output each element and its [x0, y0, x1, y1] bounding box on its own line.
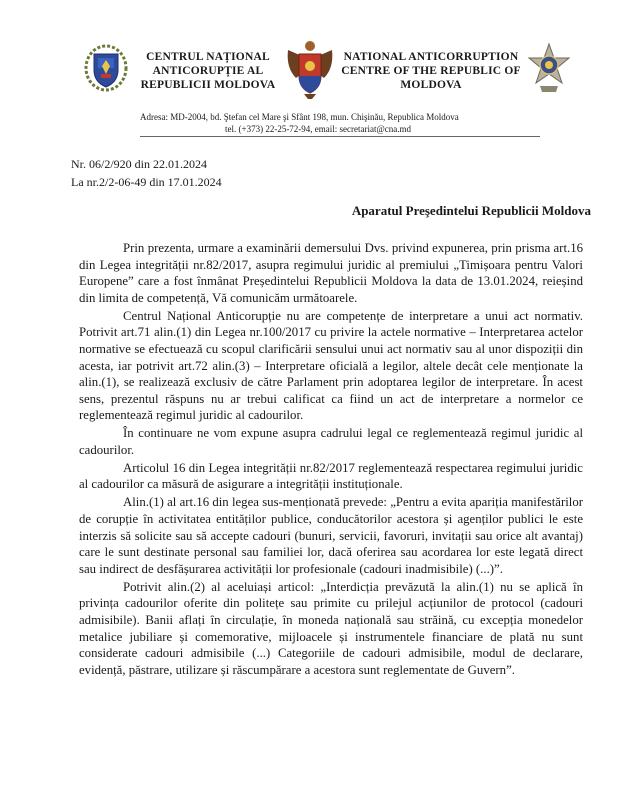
cna-emblem-icon	[84, 44, 128, 92]
org-name-english	[336, 50, 526, 92]
org-en-line: NATIONAL ANTICORRUPTION	[343, 51, 519, 63]
org-ro-line: CENTRUL NAȚIONAL	[146, 51, 270, 63]
anticorruption-badge-icon	[526, 42, 572, 94]
body-paragraph: Alin.(1) al art.16 din legea sus-menționată prevede: „Pentru a evita apariția manifestărilor de corupție în activitatea entităților publice, conducătorilor acestora și agenților publici le este interzis să solicite sau să accepte cadouri (bunuri, servicii, favoruri, invitații sau orice alt avantaj) care le sunt destinate personal sau familiei lor, dacă oferirea sau acordarea lor este legată direct sau indirect de desfășurarea activității lor profesionale (cadouri inadmisibile) (...)”.	[79, 495, 583, 576]
body-paragraph: Potrivit alin.(2) al aceluiași articol: „Interdicția prevăzută la alin.(1) nu se aplică în privința cadourilor oferite din politețe sau primite cu prilejul acțiunilor de protocol (cadouri admisibile). Banii aflați în circulație, în moneda națională sau străină, cu excepția monedelor metalice jubiliare și comemorative, mijloacele și instrumentele financiare de plată nu sunt considerate cadouri admisibile (...) Categoriile de cadouri admisibile, modul de declarare, evidență, păstrare, utilizare și răscumpărare a acestora sunt reglementate de Guvern”.	[79, 579, 583, 677]
outgoing-number: Nr. 06/2/920 din 22.01.2024	[71, 157, 208, 171]
body-paragraph: În continuare ne vom expune asupra cadrului legal ce reglementează regimul juridic al cadourilor.	[79, 426, 583, 457]
org-en-line: MOLDOVA	[400, 79, 462, 91]
body-paragraph: Centrul Național Anticorupție nu are competențe de interpretare a unui act normativ. Potrivit art.71 alin.(1) din Legea nr.100/2017 cu privire la actele normative – Interpretarea actelor normative se efectuează cu scopul clarificării sensului unui act normativ sau al unor dispoziții din acesta, iar potrivit art.72 alin.(3) – Interpretare oficială a legilor, altele decât cele menționate la alin.(1), se realizează exclusiv de către Parlament prin adoptarea legilor de interpretare. În acest sens, prezentul răspuns nu ar trebui calificat ca fiind un act de interpretare a normelor ce reglementează regimul juridic al cadourilor.	[79, 308, 583, 423]
header-divider	[140, 136, 540, 137]
org-ro-line: ANTICORUPȚIE AL	[152, 65, 264, 77]
address-line: Adresa: MD-2004, bd. Ştefan cel Mare şi Sfânt 198, mun. Chişinău, Republica Moldova	[140, 112, 459, 122]
incoming-reference: La nr.2/2-06-49 din 17.01.2024	[71, 175, 222, 189]
org-en-line: CENTRE OF THE REPUBLIC OF	[341, 65, 521, 77]
address-block	[140, 111, 540, 135]
body-paragraph: Articolul 16 din Legea integrității nr.82/2017 reglementează respectarea regimului juridic al cadourilor ca măsură de asigurare a integrității instituționale.	[79, 460, 583, 492]
reference-numbers	[71, 155, 222, 191]
moldova-coat-of-arms-icon	[284, 38, 336, 100]
body-paragraph: Prin prezenta, urmare a examinării demersului Dvs. privind expunerea, prin prisma art.16 din Legea integrității nr.82/2017, asupra regimului juridic al premiului „Timișoara pentru Valori Europene” care a fost înmânat Președintelui Republicii Moldova la data de 13.01.2024, reieșind din limita de competență, Vă comunicăm următoarele.	[79, 241, 583, 305]
org-name-romanian	[138, 50, 278, 92]
letter-body	[79, 240, 583, 680]
recipient: Aparatul Preşedintelui Republicii Moldova	[351, 203, 591, 218]
contact-line: tel. (+373) 22-25-72-94, email: secretariat@cna.md	[225, 124, 412, 134]
org-ro-line: REPUBLICII MOLDOVA	[140, 79, 276, 91]
